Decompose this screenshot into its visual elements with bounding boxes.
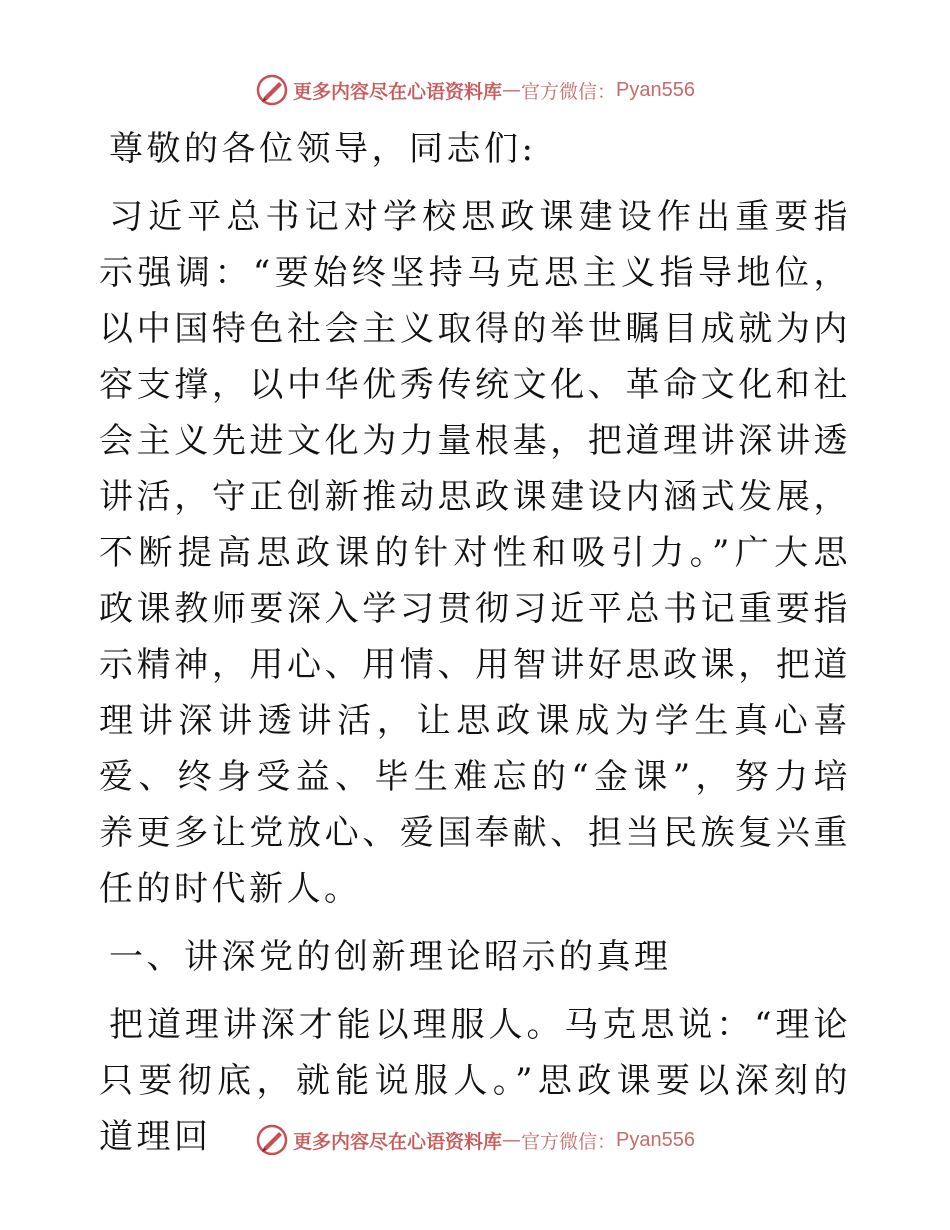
watermark-handle: Pyan556 (616, 1128, 695, 1151)
watermark-handle: Pyan556 (616, 78, 695, 101)
document-body (99, 121, 851, 1165)
footer-watermark (0, 1120, 950, 1160)
watermark-official-label: 官方微信： (521, 1130, 617, 1153)
watermark-brand: 更多内容尽在心语资料库 (293, 1130, 503, 1153)
watermark-separator: — (502, 79, 522, 101)
header-watermark (0, 70, 950, 110)
watermark-separator: — (502, 1129, 522, 1151)
paragraph-intro: 习近平总书记对学校思政课建设作出重要指示强调：“要始终坚持马克思主义指导地位，以中国特色社会主义取得的举世瞩目成就为内容支撑，以中华优秀传统文化、革命文化和社会主义先进文化为力量根基，把道理讲深讲透讲活，守正创新推动思政课建设内涵式发展，不断提高思政课的针对性和吸引力。”广大思政课教师要深入学习贯彻习近平总书记重要指示精神，用心、用情、用智讲好思政课，把道理讲深讲透讲活，让思政课成为学生真心喜爱、终身受益、毕生难忘的“金课”，努力培养更多让党放心、爱国奉献、担当民族复兴重任的时代新人。 (99, 197, 851, 909)
watermark-brand: 更多内容尽在心语资料库 (293, 80, 503, 103)
section-heading-1: 一、讲深党的创新理论昭示的真理 (109, 937, 672, 977)
paragraph-section-1: 把道理讲深才能以理服人。马克思说：“理论只要彻底，就能说服人。”思政课要以深刻的道理回 (99, 1005, 851, 1157)
greeting: 尊敬的各位领导，同志们: (109, 129, 537, 169)
pen-logo-icon (255, 1123, 289, 1157)
watermark-official-label: 官方微信： (521, 80, 617, 103)
pen-logo-icon (255, 73, 289, 107)
